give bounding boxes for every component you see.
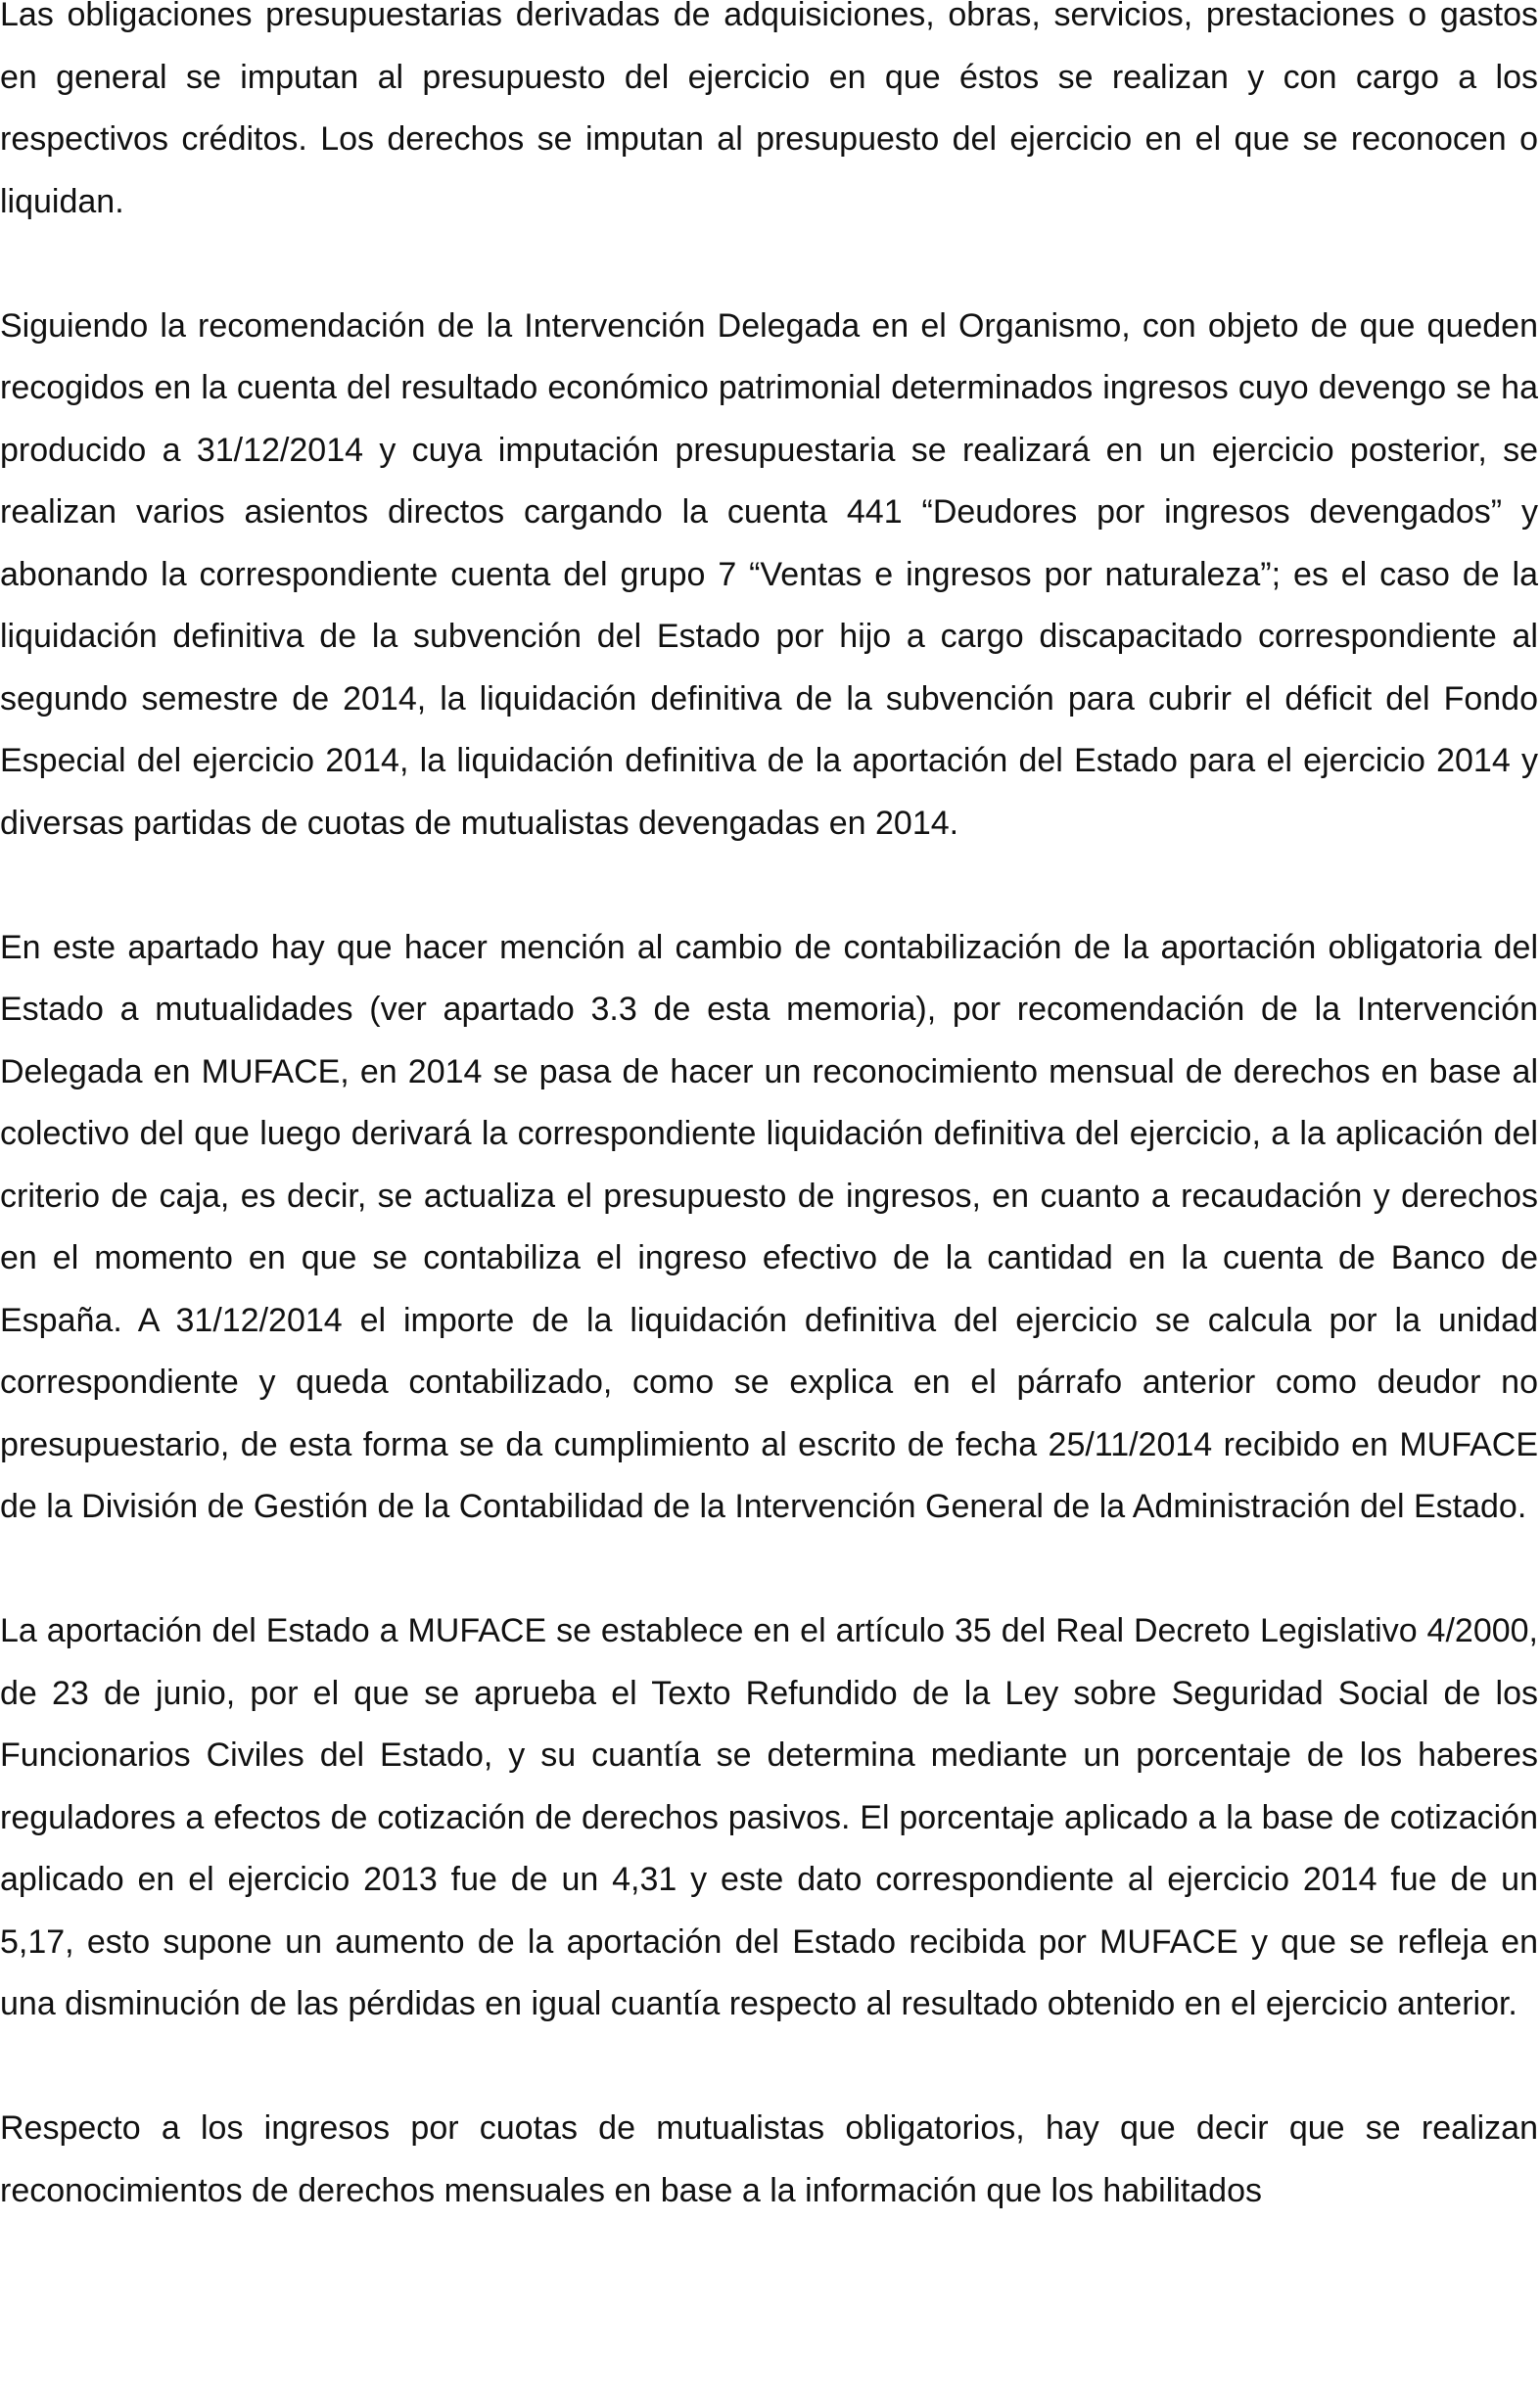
paragraph-cambio-contabilizacion: En este apartado hay que hacer mención al cambio de contabilización de la aportación obligatoria del Estado a mutualidades (ver apartado 3.3 de esta memoria), por recomendación de la Intervención Delegada en MUFACE, en 2014 se pasa de hacer un reconocimiento mensual de derechos en base al colectivo del que luego derivará la correspondiente liquidación definitiva del ejercicio, a la aplicación del criterio de caja, es decir, se actualiza el presupuesto de ingresos, en cuanto a recaudación y derechos en el momento en que se contabiliza el ingreso efectivo de la cantidad en la cuenta de Banco de España. A 31/12/2014 el importe de la liquidación definitiva del ejercicio se calcula por la unidad correspondiente y queda contabilizado, como se explica en el párrafo anterior como deudor no presupuestario, de esta forma se da cumplimiento al escrito de fecha 25/11/2014 recibido en MUFACE de la División de Gestión de la Contabilidad de la Intervención General de la Administración del Estado. (0, 928, 1538, 1525)
paragraph-imputacion-presupuestaria: Las obligaciones presupuestarias derivadas de adquisiciones, obras, servicios, prestaciones o gastos en general se imputan al presupuesto del ejercicio en que éstos se realizan y con cargo a los respectivos créditos. Los derechos se imputan al presupuesto del ejercicio en el que se reconocen o liquidan. (0, 0, 1538, 220)
paragraph-ingresos-devengados: Siguiendo la recomendación de la Intervención Delegada en el Organismo, con objeto de que queden recogidos en la cuenta del resultado económico patrimonial determinados ingresos cuyo devengo se ha producido a 31/12/2014 y cuya imputación presupuestaria se realizará en un ejercicio posterior, se realizan varios asientos directos cargando la cuenta 441 “Deudores por ingresos devengados” y abonando la correspondiente cuenta del grupo 7 “Ventas e ingresos por naturaleza”; es el caso de la liquidación definitiva de la subvención del Estado por hijo a cargo discapacitado correspondiente al segundo semestre de 2014, la liquidación definitiva de la subvención para cubrir el déficit del Fondo Especial del ejercicio 2014, la liquidación definitiva de la aportación del Estado para el ejercicio 2014 y diversas partidas de cuotas de mutualistas devengadas en 2014. (0, 306, 1538, 842)
paragraph-aportacion-estado: La aportación del Estado a MUFACE se establece en el artículo 35 del Real Decreto Legislativo 4/2000, de 23 de junio, por el que se aprueba el Texto Refundido de la Ley sobre Seguridad Social de los Funcionarios Civiles del Estado, y su cuantía se determina mediante un porcentaje de los haberes reguladores a efectos de cotización de derechos pasivos. El porcentaje aplicado a la base de cotización aplicado en el ejercicio 2013 fue de un 4,31 y este dato correspondiente al ejercicio 2014 fue de un 5,17, esto supone un aumento de la aportación del Estado recibida por MUFACE y que se refleja en una disminución de las pérdidas en igual cuantía respecto al resultado obtenido en el ejercicio anterior. (0, 1612, 1538, 2022)
paragraph-cuotas-mutualistas: Respecto a los ingresos por cuotas de mutualistas obligatorios, hay que decir que se realizan reconocimientos de derechos mensuales en base a la información que los habilitados (0, 2109, 1538, 2209)
